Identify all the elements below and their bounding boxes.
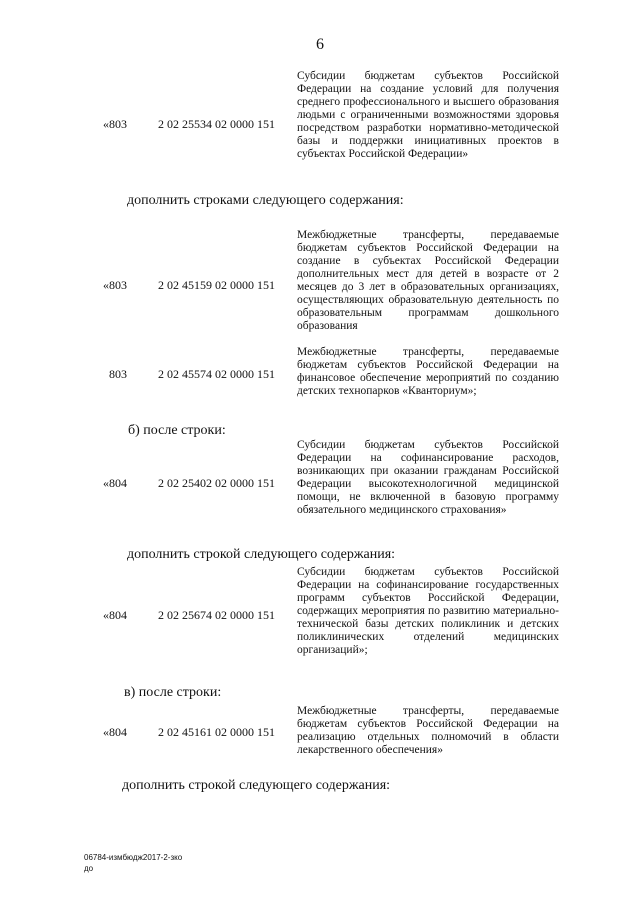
row-3-description: Межбюджетные трансферты, передаваемые бюджетам субъектов Российской Федерации на финансовое обеспечение мероприятий по созданию детских технопарков «Кванториум»; (297, 346, 559, 397)
row-2-description: Межбюджетные трансферты, передаваемые бюджетам субъектов Российской Федерации на создание в субъектах Российской Федерации дополнительных мест для детей в возрасте от 2 месяцев до 3 лет в образовательных организациях, осуществляющих образовательную деятельность по образовательным программам дошкольного образования (297, 229, 559, 332)
footer-doc-code: 06784-измбюдж2017-2-зко (84, 853, 183, 862)
row-1-code-a: «803 (103, 117, 127, 131)
row-5-description: Субсидии бюджетам субъектов Российской Федерации на софинансирование государственных программ субъектов Российской Федерации, содержащих мероприятия по развитию материально-технической базы детских поликлиник и детских поликлинических отделений медицинских организаций»; (297, 566, 559, 656)
heading-b-after-row: б) после строки: (128, 423, 226, 438)
row-6-description: Межбюджетные трансферты, передаваемые бюджетам субъектов Российской Федерации на реализацию отдельных полномочий в области лекарственного обеспечения» (297, 705, 559, 756)
heading-add-row-1: дополнить строкой следующего содержания: (127, 547, 396, 562)
heading-v-after-row: в) после строки: (124, 685, 222, 700)
row-1-code-b: 2 02 25534 02 0000 151 (158, 117, 275, 131)
row-2-code-b: 2 02 45159 02 0000 151 (158, 278, 275, 292)
row-4-code-b: 2 02 25402 02 0000 151 (158, 476, 275, 490)
footer-doc-suffix: до (84, 864, 94, 873)
row-4-code-a: «804 (103, 476, 127, 490)
row-6-code-a: «804 (103, 725, 127, 739)
row-3-code-b: 2 02 45574 02 0000 151 (158, 367, 275, 381)
row-2-code-a: «803 (103, 278, 127, 292)
row-4-description: Субсидии бюджетам субъектов Российской Федерации на софинансирование расходов, возникающих при оказании гражданам Российской Федерации высокотехнологичной медицинской помощи, не включенной в базовую программу обязательного медицинского страхования» (297, 439, 559, 516)
row-3-code-a: 803 (109, 367, 127, 381)
row-6-code-b: 2 02 45161 02 0000 151 (158, 725, 275, 739)
heading-add-rows: дополнить строками следующего содержания: (127, 193, 404, 208)
row-5-code-a: «804 (103, 608, 127, 622)
row-5-code-b: 2 02 25674 02 0000 151 (158, 608, 275, 622)
page-number: 6 (316, 36, 324, 53)
heading-add-row-2: дополнить строкой следующего содержания: (122, 778, 391, 793)
row-1-description: Субсидии бюджетам субъектов Российской Федерации на создание условий для получения среднего профессионального и высшего образования людьми с ограниченными возможностями здоровья посредством разработки нормативно-методической базы и поддержки инициативных проектов в субъектах Российской Федерации» (297, 70, 559, 160)
